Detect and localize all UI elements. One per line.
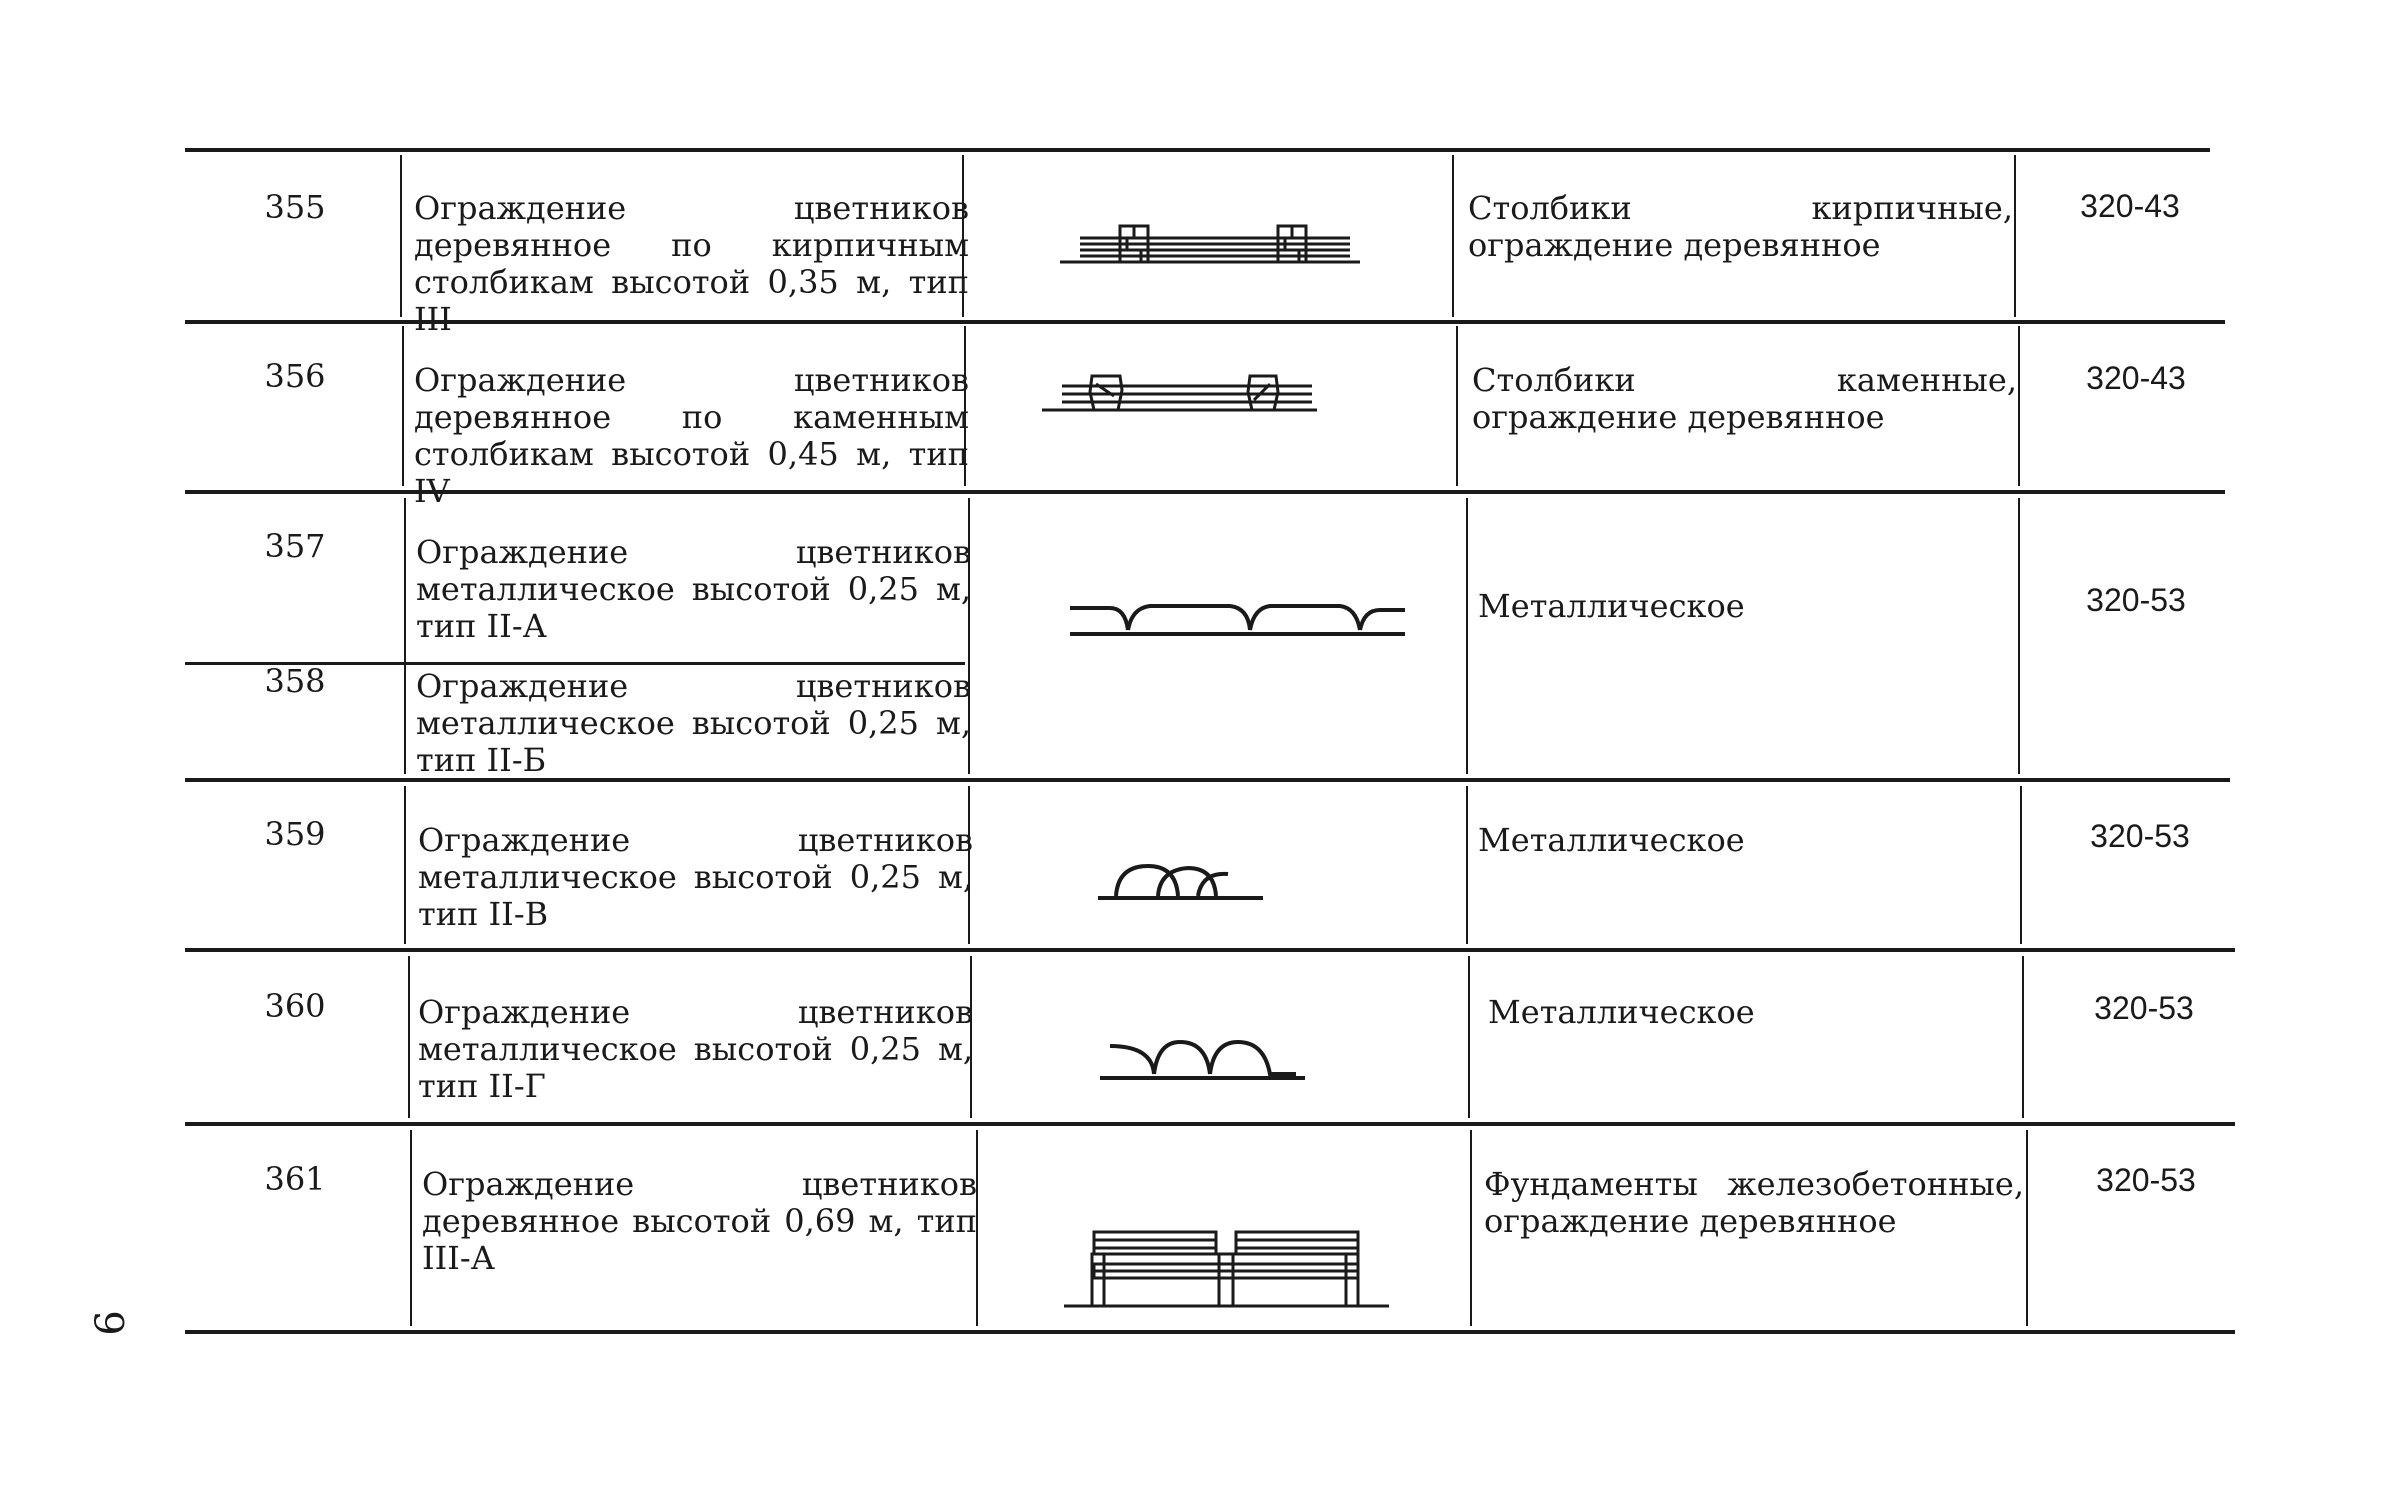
column-divider bbox=[2020, 786, 2022, 944]
column-divider bbox=[1452, 155, 1454, 317]
row-description: Ограждение цветников металлическое высотой 0,25 м, тип II-А bbox=[416, 533, 971, 645]
row-material: Столбики каменные, ограждение деревянное bbox=[1472, 361, 2017, 436]
column-divider bbox=[2014, 155, 2016, 317]
metal-hoop-fence-drawing bbox=[1100, 1030, 1310, 1090]
row-number: 361 bbox=[264, 1160, 326, 1198]
row-description: Ограждение цветников деревянное по кирпичным столбикам высотой 0,35 м, тип III bbox=[414, 189, 969, 338]
row-material: Фундаменты железобетонные, ограждение деревянное bbox=[1484, 1165, 2024, 1240]
column-divider bbox=[404, 786, 406, 944]
table-bottom-rule bbox=[185, 1330, 2235, 1334]
column-divider bbox=[2022, 956, 2024, 1118]
row-code: 320-43 bbox=[2080, 188, 2180, 224]
row-code: 320-43 bbox=[2086, 360, 2186, 396]
stone-posts-wooden-fence-drawing bbox=[1042, 370, 1322, 418]
wooden-bench-fence-drawing bbox=[1064, 1222, 1394, 1312]
column-divider bbox=[2018, 326, 2020, 486]
metal-loop-fence-drawing bbox=[1098, 856, 1268, 906]
column-divider bbox=[1466, 786, 1468, 944]
row-number: 360 bbox=[264, 987, 326, 1025]
column-divider bbox=[2018, 498, 2020, 774]
column-divider bbox=[402, 326, 404, 486]
column-divider bbox=[1466, 498, 1468, 774]
page-number: 9 bbox=[84, 1310, 131, 1336]
column-divider bbox=[1468, 956, 1470, 1118]
row-material: Столбики кирпичные, ограждение деревянное bbox=[1468, 189, 2013, 264]
row-divider bbox=[185, 1122, 2235, 1126]
row-number: 359 bbox=[264, 815, 326, 853]
table-top-rule bbox=[185, 148, 2210, 152]
column-divider bbox=[400, 155, 402, 317]
column-divider bbox=[410, 1130, 412, 1326]
row-number: 356 bbox=[264, 357, 326, 395]
column-divider bbox=[2026, 1130, 2028, 1326]
metal-arch-fence-drawing bbox=[1070, 590, 1410, 640]
column-divider bbox=[408, 956, 410, 1118]
brick-posts-wooden-fence-drawing bbox=[1060, 220, 1370, 270]
column-divider bbox=[1470, 1130, 1472, 1326]
row-material: Металлическое bbox=[1488, 993, 1755, 1031]
row-code: 320-53 bbox=[2090, 818, 2190, 854]
row-material: Металлическое bbox=[1478, 821, 1745, 859]
row-material: Металлическое bbox=[1478, 587, 1745, 625]
row-description: Ограждение цветников металлическое высотой 0,25 м, тип II-Г bbox=[418, 993, 973, 1105]
row-description: Ограждение цветников деревянное по каменным столбикам высотой 0,45 м, тип IV bbox=[414, 361, 969, 510]
row-divider bbox=[185, 948, 2235, 952]
column-divider bbox=[404, 498, 406, 774]
row-code: 320-53 bbox=[2094, 990, 2194, 1026]
row-description: Ограждение цветников металлическое высотой 0,25 м, тип II-В bbox=[418, 821, 973, 933]
row-description: Ограждение цветников металлическое высотой 0,25 м, тип II-Б bbox=[416, 667, 971, 779]
row-number: 357 bbox=[264, 527, 326, 565]
row-number: 355 bbox=[264, 188, 326, 226]
column-divider bbox=[1456, 326, 1458, 486]
row-description: Ограждение цветников деревянное высотой 0,69 м, тип III-А bbox=[422, 1165, 977, 1277]
row-number: 358 bbox=[264, 662, 326, 700]
row-code: 320-53 bbox=[2096, 1162, 2196, 1198]
row-code: 320-53 bbox=[2086, 582, 2186, 618]
